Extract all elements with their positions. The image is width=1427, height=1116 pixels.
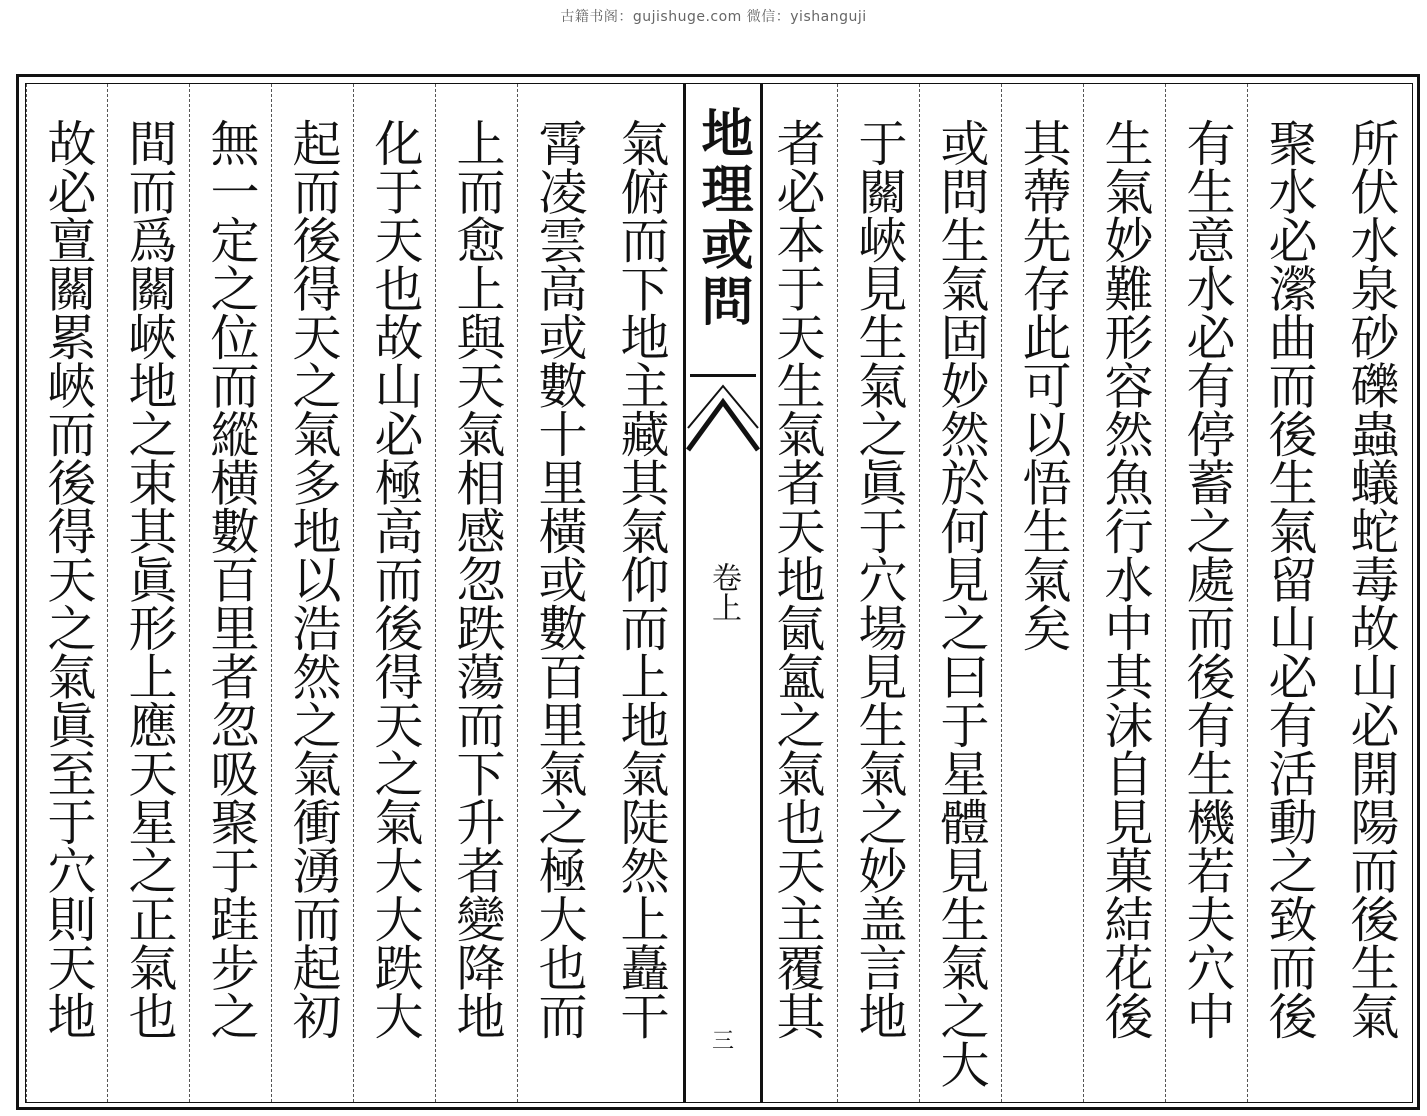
text-column [26, 84, 110, 1102]
text-column [1001, 84, 1085, 1102]
text-column [837, 84, 921, 1102]
column-text: 間而爲關峽地之束其眞形上應天星之正氣也 [121, 118, 178, 1040]
text-column [189, 84, 273, 1102]
column-text: 故必亶關累峽而後得天之氣眞至于穴則天地 [40, 118, 97, 1040]
column-text: 氣俯而下地主藏其氣仰而上地氣陡然上矗干 [613, 118, 670, 1040]
text-column [599, 84, 683, 1102]
column-text: 于關峽見生氣之眞于穴場見生氣之妙盖言地 [851, 118, 908, 1040]
text-column [1165, 84, 1249, 1102]
text-column [1247, 84, 1331, 1102]
leaf-number: 三 [711, 1029, 734, 1054]
left-half-page [26, 84, 683, 1102]
column-text: 者必本于天生氣者天地氤氳之氣也天主覆其 [769, 118, 826, 1040]
text-column [271, 84, 355, 1102]
right-half-page [763, 84, 1413, 1102]
column-text: 有生意水必有停蓄之處而後有生機若夫穴中 [1179, 118, 1236, 1040]
text-column [1329, 84, 1413, 1102]
fishtail-ornament [686, 384, 760, 454]
book-title: 地理或問 [692, 106, 753, 330]
volume-label: 卷上 [706, 562, 741, 622]
watermark-text: 古籍书阁：gujishuge.com 微信：yishanguji [560, 9, 867, 25]
column-text: 化于天也故山必極高而後得天之氣大大跌大 [367, 118, 424, 1040]
text-column [755, 84, 839, 1102]
column-text: 無一定之位而縱横數百里者忽吸聚于跬步之 [203, 118, 260, 1040]
text-column [107, 84, 191, 1102]
text-column [353, 84, 437, 1102]
text-column [517, 84, 601, 1102]
text-column [919, 84, 1003, 1102]
text-column [1083, 84, 1167, 1102]
column-text: 上而愈上與天氣相感忽跌蕩而下升者變降地 [449, 118, 506, 1040]
text-column [435, 84, 519, 1102]
title-rule [690, 374, 756, 377]
column-text: 生氣妙難形容然魚行水中其沫自見菓結花後 [1097, 118, 1154, 1040]
center-band [683, 84, 763, 1102]
column-text: 所伏水泉砂礫蟲蟻蛇毒故山必開陽而後生氣 [1343, 118, 1400, 1040]
column-text: 起而後得天之氣多地以浩然之氣衝湧而起初 [285, 118, 342, 1040]
column-text: 霄凌雲高或數十里橫或數百里氣之極大也而 [531, 118, 588, 1040]
column-text: 聚水必瀠曲而後生氣留山必有活動之致而後 [1261, 118, 1318, 1040]
column-text: 或問生氣固妙然於何見之曰于星體見生氣之大 [933, 118, 990, 1088]
column-text: 其蔕先存此可以悟生氣矣 [1015, 118, 1072, 652]
